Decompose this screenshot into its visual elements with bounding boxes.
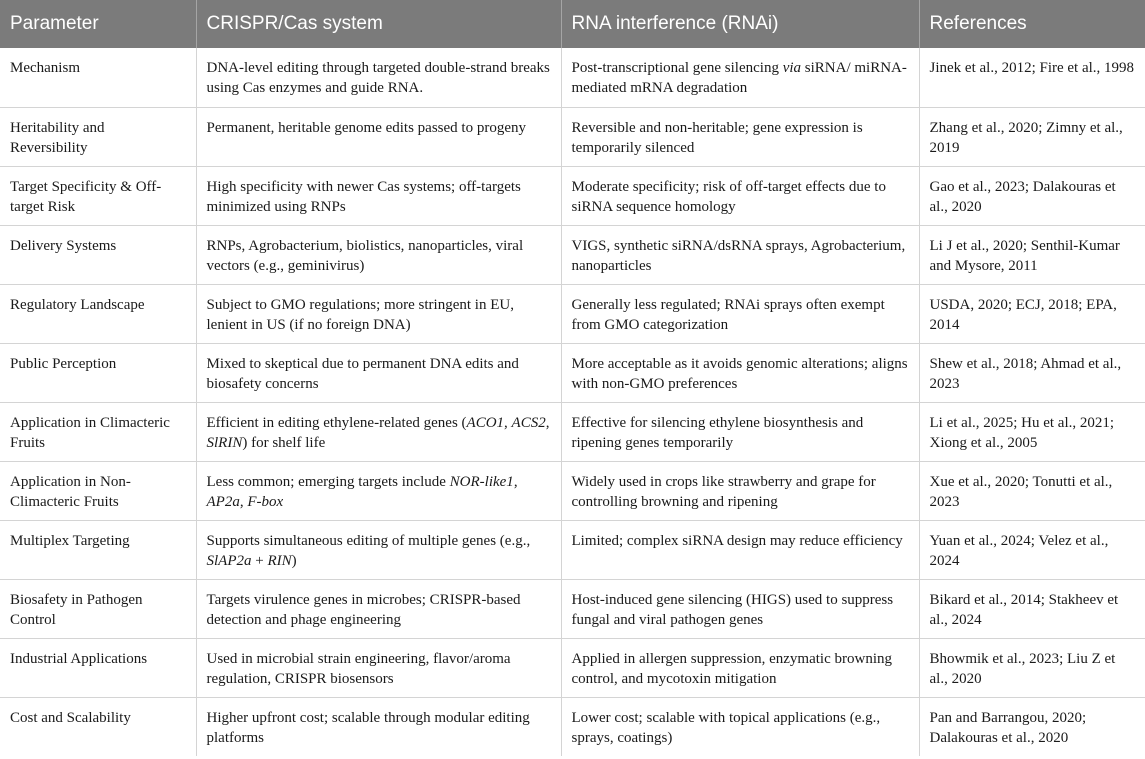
cell-crispr: Used in microbial strain engineering, flavor/aroma regulation, CRISPR biosensors	[196, 638, 561, 697]
cell-parameter: Multiplex Targeting	[0, 520, 196, 579]
table-row	[0, 343, 1145, 402]
cell-crispr: Permanent, heritable genome edits passed to progeny	[196, 107, 561, 166]
cell-crispr: Efficient in editing ethylene-related genes (ACO1, ACS2, SlRIN) for shelf life	[196, 402, 561, 461]
table-body	[0, 48, 1145, 756]
header-rnai: RNA interference (RNAi)	[561, 0, 919, 48]
table-header	[0, 0, 1145, 48]
cell-references: USDA, 2020; ECJ, 2018; EPA, 2014	[919, 284, 1145, 343]
table-row	[0, 107, 1145, 166]
cell-parameter: Public Perception	[0, 343, 196, 402]
cell-rnai: Generally less regulated; RNAi sprays often exempt from GMO categorization	[561, 284, 919, 343]
cell-references: Zhang et al., 2020; Zimny et al., 2019	[919, 107, 1145, 166]
gene-name-italic: SlAP2a	[206, 552, 252, 569]
cell-parameter: Regulatory Landscape	[0, 284, 196, 343]
cell-references: Bikard et al., 2014; Stakheev et al., 2024	[919, 579, 1145, 638]
cell-parameter: Application in Non-Climacteric Fruits	[0, 461, 196, 520]
cell-rnai: Reversible and non-heritable; gene expression is temporarily silenced	[561, 107, 919, 166]
cell-crispr: Mixed to skeptical due to permanent DNA edits and biosafety concerns	[196, 343, 561, 402]
header-crispr: CRISPR/Cas system	[196, 0, 561, 48]
table-row	[0, 461, 1145, 520]
table-row	[0, 520, 1145, 579]
cell-references: Li et al., 2025; Hu et al., 2021; Xiong et al., 2005	[919, 402, 1145, 461]
cell-crispr: Subject to GMO regulations; more stringent in EU, lenient in US (if no foreign DNA)	[196, 284, 561, 343]
cell-parameter: Heritability and Reversibility	[0, 107, 196, 166]
table-row	[0, 48, 1145, 107]
gene-name-italic: via	[782, 60, 802, 76]
cell-rnai: Host-induced gene silencing (HIGS) used to suppress fungal and viral pathogen genes	[561, 579, 919, 638]
table-row	[0, 225, 1145, 284]
table-row	[0, 402, 1145, 461]
gene-name-italic: SlRIN	[206, 434, 243, 451]
cell-references: Xue et al., 2020; Tonutti et al., 2023	[919, 461, 1145, 520]
cell-references: Li J et al., 2020; Senthil-Kumar and Mysore, 2011	[919, 225, 1145, 284]
cell-parameter: Target Specificity & Off-target Risk	[0, 166, 196, 225]
gene-name-italic: RIN	[267, 552, 292, 569]
cell-parameter: Industrial Applications	[0, 638, 196, 697]
table-row	[0, 579, 1145, 638]
cell-parameter: Cost and Scalability	[0, 697, 196, 756]
cell-references: Yuan et al., 2024; Velez et al., 2024	[919, 520, 1145, 579]
cell-rnai: VIGS, synthetic siRNA/dsRNA sprays, Agrobacterium, nanoparticles	[561, 225, 919, 284]
cell-crispr: RNPs, Agrobacterium, biolistics, nanoparticles, viral vectors (e.g., geminivirus)	[196, 225, 561, 284]
table-row	[0, 284, 1145, 343]
cell-crispr: Supports simultaneous editing of multiple genes (e.g., SlAP2a + RIN)	[196, 520, 561, 579]
cell-crispr: Higher upfront cost; scalable through modular editing platforms	[196, 697, 561, 756]
cell-parameter: Mechanism	[0, 48, 196, 107]
cell-crispr: Targets virulence genes in microbes; CRISPR-based detection and phage engineering	[196, 579, 561, 638]
cell-references: Pan and Barrangou, 2020; Dalakouras et al., 2020	[929, 709, 1087, 746]
header-references: References	[919, 0, 1145, 48]
gene-name-italic: NOR-like1	[449, 473, 514, 490]
cell-rnai: Post-transcriptional gene silencing via siRNA/ miRNA-mediated mRNA degradation	[561, 48, 919, 107]
cell-references: Gao et al., 2023; Dalakouras et al., 2020	[919, 166, 1145, 225]
table-row	[0, 166, 1145, 225]
cell-parameter: Delivery Systems	[0, 225, 196, 284]
cell-rnai: Moderate specificity; risk of off-target effects due to siRNA sequence homology	[561, 166, 919, 225]
gene-name-italic: ACS2	[511, 414, 546, 431]
gene-name-italic: ACO1	[466, 414, 505, 431]
cell-rnai: Applied in allergen suppression, enzymatic browning control, and mycotoxin mitigation	[561, 638, 919, 697]
header-row	[0, 0, 1145, 48]
cell-crispr: High specificity with newer Cas systems; off-targets minimized using RNPs	[196, 166, 561, 225]
cell-crispr: DNA-level editing through targeted double-strand breaks using Cas enzymes and guide RNA.	[196, 48, 561, 107]
gene-name-italic: AP2a	[206, 493, 240, 510]
table-row	[0, 638, 1145, 697]
cell-rnai: More acceptable as it avoids genomic alterations; aligns with non-GMO preferences	[561, 343, 919, 402]
cell-references: Bhowmik et al., 2023; Liu Z et al., 2020	[919, 638, 1145, 697]
header-parameter: Parameter	[0, 0, 196, 48]
cell-rnai: Limited; complex siRNA design may reduce efficiency	[561, 520, 919, 579]
cell-references: Jinek et al., 2012; Fire et al., 1998	[919, 48, 1145, 107]
cell-rnai: Lower cost; scalable with topical applications (e.g., sprays, coatings)	[561, 697, 919, 756]
cell-rnai: Effective for silencing ethylene biosynthesis and ripening genes temporarily	[561, 402, 919, 461]
cell-parameter: Application in Climacteric Fruits	[0, 402, 196, 461]
cell-references: Shew et al., 2018; Ahmad et al., 2023	[919, 343, 1145, 402]
cell-rnai: Widely used in crops like strawberry and grape for controlling browning and ripening	[561, 461, 919, 520]
gene-name-italic: F-box	[247, 493, 284, 510]
cell-parameter: Biosafety in Pathogen Control	[0, 579, 196, 638]
table-row	[0, 697, 1145, 756]
cell-crispr: Less common; emerging targets include NOR-like1, AP2a, F-box	[196, 461, 561, 520]
